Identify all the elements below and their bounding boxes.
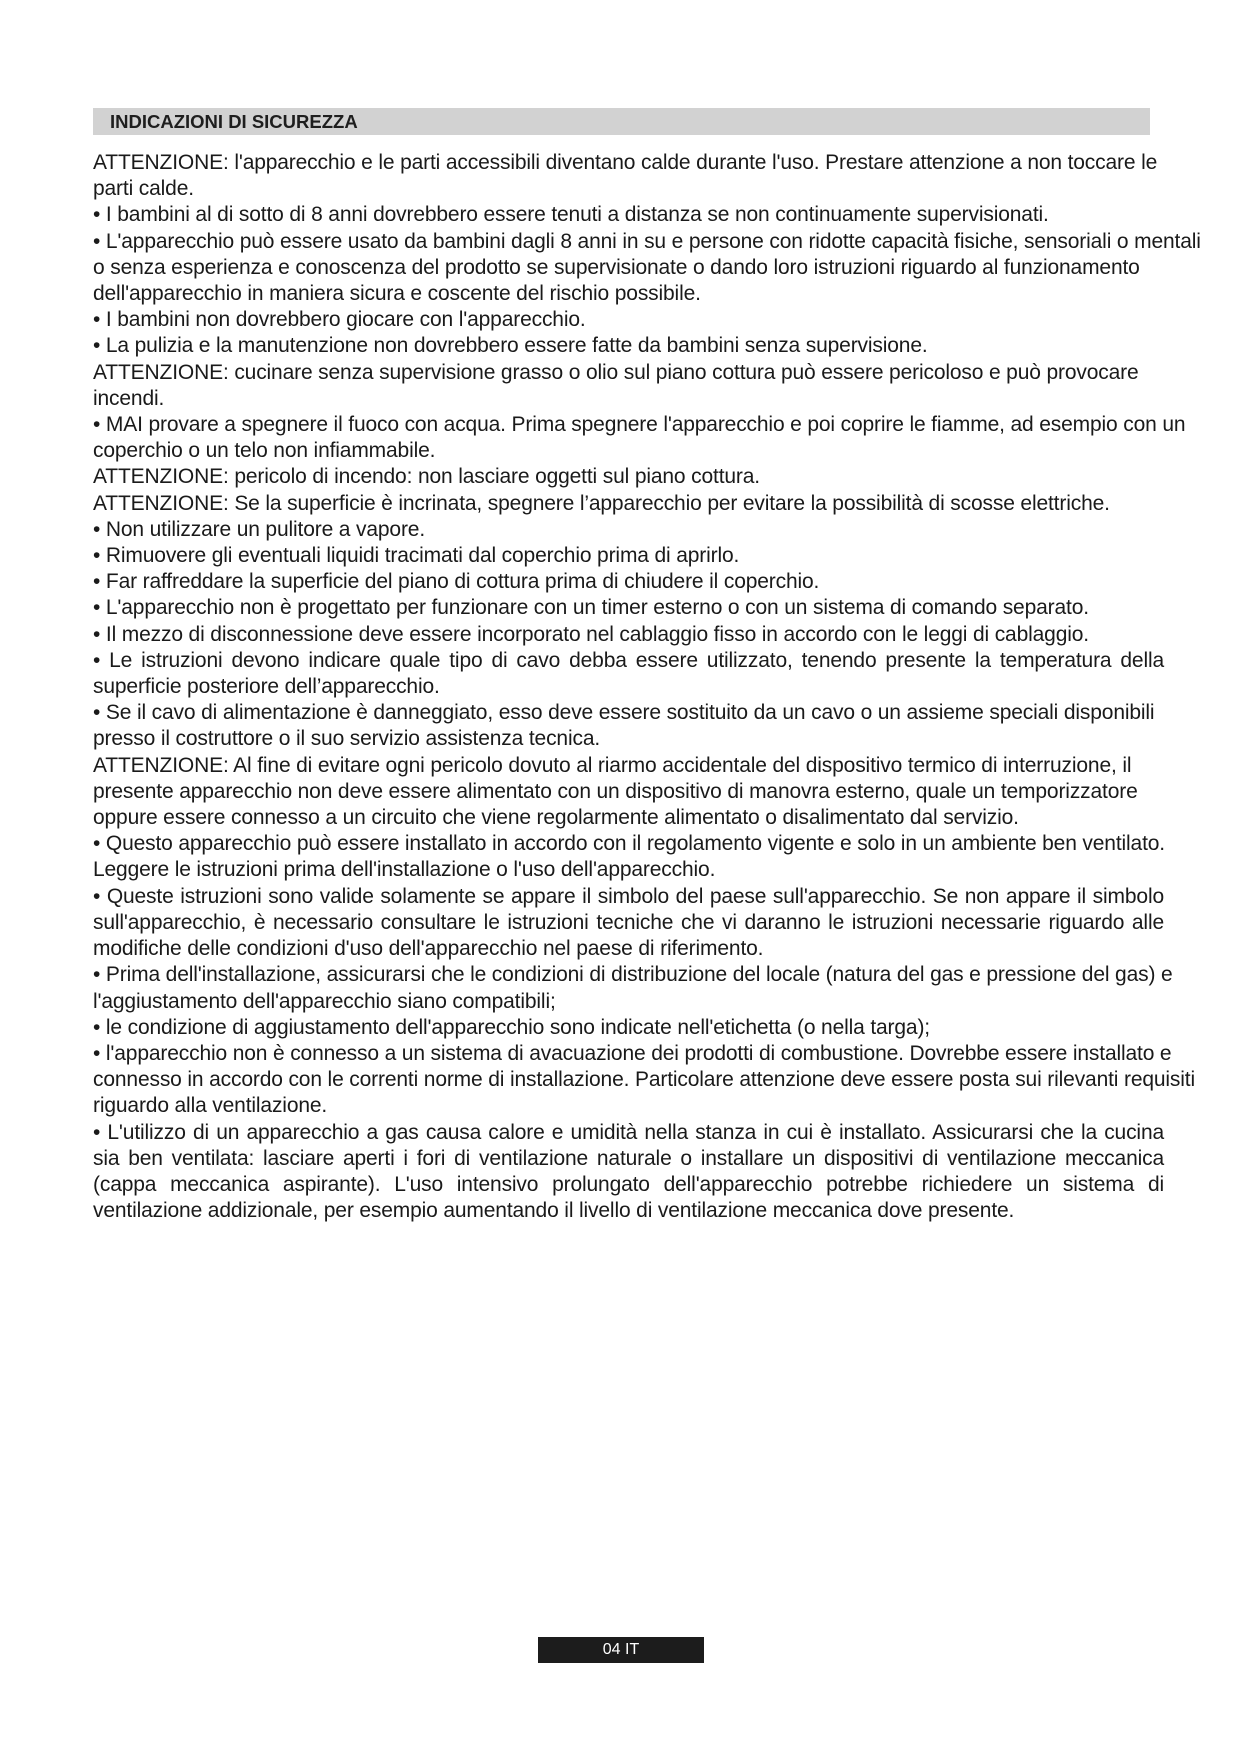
warning-paragraph: ATTENZIONE: l'apparecchio e le parti accessibili diventano calde durante l'uso. Prestare attenzione a non toccare le parti calde. xyxy=(93,151,1158,201)
bullet-item: • Prima dell'installazione, assicurarsi che le condizioni di distribuzione del locale (natura del gas e pressione del gas) e l'aggiustamento dell'apparecchio siano compatibili; xyxy=(93,963,1173,1013)
warning-paragraph: ATTENZIONE: cucinare senza supervisione grasso o olio sul piano cottura può essere pericoloso e può provocare incendi. xyxy=(93,360,1139,410)
bullet-item: • l'apparecchio non è connesso a un sistema di avacuazione dei prodotti di combustione. Dovrebbe essere installato e connesso in accordo con le correnti norme di installazione. Particolare attenzione deve essere posta sui rilevanti requisiti riguardo alla ventilazione. xyxy=(93,1041,1195,1118)
bullet-item: • I bambini al di sotto di 8 anni dovrebbero essere tenuti a distanza se non continuamente supervisionati. xyxy=(93,203,1049,227)
bullet-item: • Questo apparecchio può essere installato in accordo con il regolamento vigente e solo in un ambiente ben ventilato. Leggere le istruzioni prima dell'installazione o l'uso dell'apparecchio. xyxy=(93,832,1165,882)
bullet-item: • Non utilizzare un pulitore a vapore. xyxy=(93,517,426,541)
bullet-item: • Se il cavo di alimentazione è danneggiato, esso deve essere sostituito da un cavo o un assieme speciali disponibili presso il costruttore o il suo servizio assistenza tecnica. xyxy=(93,701,1155,751)
bullet-item: • Il mezzo di disconnessione deve essere incorporato nel cablaggio fisso in accordo con le leggi di cablaggio. xyxy=(93,622,1089,646)
warning-paragraph: ATTENZIONE: Al fine di evitare ogni pericolo dovuto al riarmo accidentale del dispositivo termico di interruzione, il presente apparecchio non deve essere alimentato con un dispositivo di manovra esterno, quale un temporizzatore oppure essere connesso a un circuito che viene regolarmente alimentato o disalimentato dal servizio. xyxy=(93,753,1138,830)
warning-paragraph: ATTENZIONE: pericolo di incendo: non lasciare oggetti sul piano cottura. xyxy=(93,465,760,489)
page-number-badge: 04 IT xyxy=(538,1637,704,1663)
bullet-item: • le condizione di aggiustamento dell'apparecchio sono indicate nell'etichetta (o nella targa); xyxy=(93,1015,930,1039)
bullet-item: • Rimuovere gli eventuali liquidi tracimati dal coperchio prima di aprirlo. xyxy=(93,544,740,568)
bullet-item: • L'apparecchio non è progettato per funzionare con un timer esterno o con un sistema di comando separato. xyxy=(93,596,1089,620)
bullet-item: • Queste istruzioni sono valide solamente se appare il simbolo del paese sull'apparecchio. Se non appare il simbolo sull'apparecchio, è necessario consultare le istruzioni tecniche che vi daranno le istruzioni necessarie riguardo alle modifiche delle condizioni d'uso dell'apparecchio nel paese di riferimento. xyxy=(93,884,1164,961)
section-title: INDICAZIONI DI SICUREZZA xyxy=(93,108,1150,135)
bullet-item: • Le istruzioni devono indicare quale tipo di cavo debba essere utilizzato, tenendo presente la temperatura della superficie posteriore dell’apparecchio. xyxy=(93,648,1164,699)
bullet-item: • L'apparecchio può essere usato da bambini dagli 8 anni in su e persone con ridotte capacità fisiche, sensoriali o mentali o senza esperienza e conoscenza del prodotto se supervisionate o dando loro istruzioni riguardo al funzionamento dell'apparecchio in maniera sicura e coscente del rischio possibile. xyxy=(93,229,1201,306)
warning-paragraph: ATTENZIONE: Se la superficie è incrinata, spegnere l’apparecchio per evitare la possibilità di scosse elettriche. xyxy=(93,491,1110,515)
bullet-item: • La pulizia e la manutenzione non dovrebbero essere fatte da bambini senza supervisione. xyxy=(93,334,928,358)
bullet-item: • MAI provare a spegnere il fuoco con acqua. Prima spegnere l'apparecchio e poi coprire le fiamme, ad esempio con un coperchio o un telo non infiammabile. xyxy=(93,413,1186,463)
bullet-item: • Far raffreddare la superficie del piano di cottura prima di chiudere il coperchio. xyxy=(93,570,820,594)
bullet-item: • I bambini non dovrebbero giocare con l'apparecchio. xyxy=(93,308,586,332)
safety-instructions xyxy=(93,150,1201,1224)
bullet-item: • L'utilizzo di un apparecchio a gas causa calore e umidità nella stanza in cui è installato. Assicurarsi che la cucina sia ben ventilata: lasciare aperti i fori di ventilazione naturale o installare un dispositivi di ventilazione meccanica (cappa meccanica aspirante). L'uso intensivo prolungato dell'apparecchio potrebbe richiedere un sistema di ventilazione addizionale, per esempio aumentando il livello di ventilazione meccanica dove presente. xyxy=(93,1120,1164,1223)
